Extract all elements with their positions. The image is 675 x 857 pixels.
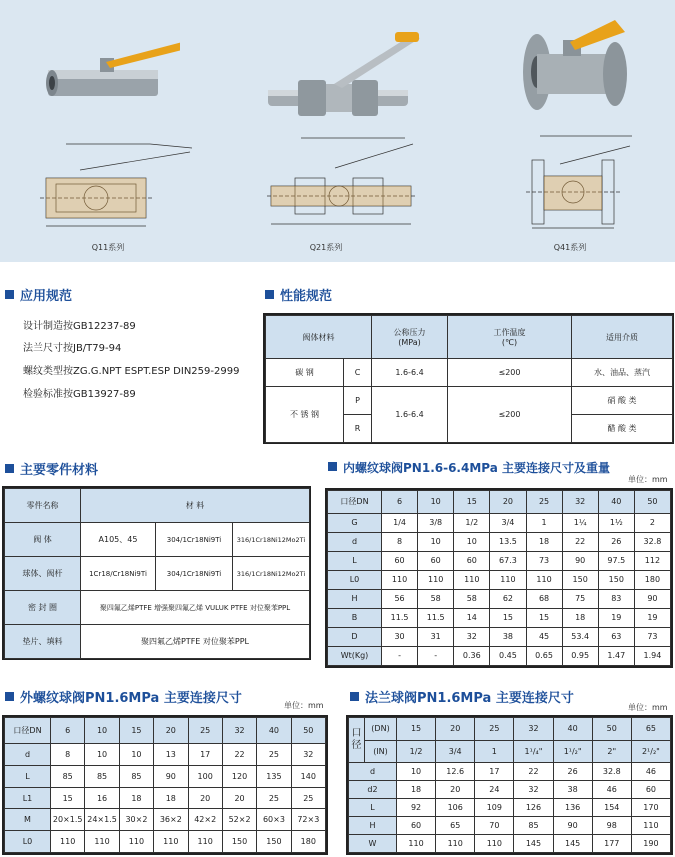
external-cell: 150 <box>222 831 256 853</box>
internal-row-label: L0 <box>328 570 382 589</box>
external-row-label: L0 <box>5 831 51 853</box>
perf-code: R <box>344 415 372 443</box>
perf-material: 不 锈 钢 <box>266 387 344 443</box>
internal-cell: 75 <box>562 589 598 608</box>
internal-cell: 110 <box>382 570 418 589</box>
flange-cell: 38 <box>553 781 592 799</box>
internal-cell: 0.36 <box>454 646 490 665</box>
external-cell: 150 <box>257 831 291 853</box>
internal-cell: 32.8 <box>634 532 670 551</box>
flange-cell: 20 <box>436 781 475 799</box>
internal-cell: 90 <box>562 551 598 570</box>
mat-cell: A105、45 <box>81 523 156 557</box>
flange-cell: 170 <box>631 799 670 817</box>
external-cell: 20 <box>222 787 256 809</box>
flange-cell: 145 <box>553 835 592 853</box>
flange-cell: 145 <box>514 835 553 853</box>
q21-caption: Q21系列 <box>309 243 343 252</box>
internal-cell: 90 <box>634 589 670 608</box>
internal-cell: 1¼ <box>562 513 598 532</box>
internal-cell: 8 <box>382 532 418 551</box>
external-cell: 50 <box>291 718 325 744</box>
external-cell: 110 <box>154 831 188 853</box>
internal-row-label: D <box>328 627 382 646</box>
flange-row-label: d2 <box>349 781 397 799</box>
flange-unit: 单位：mm <box>628 703 668 712</box>
application-heading: 应用规范 <box>5 285 72 304</box>
internal-cell: 19 <box>634 608 670 627</box>
internal-cell: 63 <box>598 627 634 646</box>
perf-pressure: 1.6-6.4 <box>372 387 448 443</box>
internal-row-label: Wt(Kg) <box>328 646 382 665</box>
internal-row-label: G <box>328 513 382 532</box>
flange-cell: 15 <box>397 718 436 741</box>
internal-cell: 83 <box>598 589 634 608</box>
external-unit: 单位：mm <box>284 701 324 710</box>
internal-cell: 97.5 <box>598 551 634 570</box>
external-row-label: 口径DN <box>5 718 51 744</box>
external-cell: 18 <box>119 787 153 809</box>
perf-media: 水、油品、蒸汽 <box>572 359 673 387</box>
flange-cell: 3/4 <box>436 740 475 763</box>
external-row-label: d <box>5 744 51 766</box>
internal-cell: 62 <box>490 589 526 608</box>
external-cell: 135 <box>257 765 291 787</box>
internal-cell: 19 <box>598 608 634 627</box>
flange-cell: 10 <box>397 763 436 781</box>
flange-cell: 12.6 <box>436 763 475 781</box>
external-cell: 110 <box>188 831 222 853</box>
external-cell: 32 <box>291 744 325 766</box>
external-cell: 15 <box>51 787 85 809</box>
flange-cell: 177 <box>592 835 631 853</box>
external-cell: 20 <box>188 787 222 809</box>
flange-cell: 85 <box>514 817 553 835</box>
internal-cell: 3/8 <box>418 513 454 532</box>
external-cell: 36×2 <box>154 809 188 831</box>
flange-cell: 24 <box>475 781 514 799</box>
internal-cell: 13.5 <box>490 532 526 551</box>
flange-cell: 70 <box>475 817 514 835</box>
flange-cell: 1¹/₂" <box>553 740 592 763</box>
flange-cell: 17 <box>475 763 514 781</box>
q11-caption: Q11系列 <box>91 243 125 252</box>
internal-cell: 60 <box>382 551 418 570</box>
perf-header-material: 阀体材料 <box>266 316 372 359</box>
external-cell: 85 <box>119 765 153 787</box>
internal-cell: 6 <box>382 491 418 514</box>
internal-cell: 1/2 <box>454 513 490 532</box>
perf-pressure: 1.6-6.4 <box>372 359 448 387</box>
flange-cell: 110 <box>397 835 436 853</box>
internal-cell: 32 <box>454 627 490 646</box>
internal-cell: 110 <box>526 570 562 589</box>
internal-cell: 11.5 <box>418 608 454 627</box>
external-cell: 180 <box>291 831 325 853</box>
external-cell: 24×1.5 <box>85 809 119 831</box>
flange-cell: 26 <box>553 763 592 781</box>
internal-cell: 40 <box>598 491 634 514</box>
internal-cell: - <box>418 646 454 665</box>
internal-cell: 1/4 <box>382 513 418 532</box>
flange-cell: 32 <box>514 718 553 741</box>
mat-part: 球体、阀杆 <box>5 557 81 591</box>
q21-valve-photo <box>260 28 420 123</box>
internal-cell: 15 <box>454 491 490 514</box>
external-cell: 30×2 <box>119 809 153 831</box>
external-cell: 10 <box>85 744 119 766</box>
external-heading: 外螺纹球阀PN1.6MPa 主要连接尺寸 <box>5 687 242 706</box>
external-cell: 60×3 <box>257 809 291 831</box>
internal-row-label: H <box>328 589 382 608</box>
perf-code: P <box>344 387 372 415</box>
materials-table <box>4 488 310 659</box>
internal-cell: 110 <box>454 570 490 589</box>
external-cell: 42×2 <box>188 809 222 831</box>
mat-cell: 1Cr18/Cr18Ni9Ti <box>81 557 156 591</box>
q41-caption: Q41系列 <box>553 243 587 252</box>
internal-cell: 10 <box>418 532 454 551</box>
spec-line: 设计制造按GB12237-89 <box>23 321 136 332</box>
flange-heading: 法兰球阀PN1.6MPa 主要连接尺寸 <box>350 687 574 706</box>
spec-line: 检验标准按GB13927-89 <box>23 389 136 400</box>
internal-cell: 150 <box>562 570 598 589</box>
external-cell: 25 <box>257 744 291 766</box>
mat-part: 密 封 圈 <box>5 591 81 625</box>
flange-cell: 60 <box>397 817 436 835</box>
external-table <box>4 717 326 853</box>
perf-header-pressure: 公称压力 (MPa) <box>372 316 448 359</box>
flange-cell: 1/2 <box>397 740 436 763</box>
q41-valve-photo <box>515 14 645 114</box>
flange-cell: 65 <box>631 718 670 741</box>
internal-cell: 31 <box>418 627 454 646</box>
perf-code: C <box>344 359 372 387</box>
flange-cell: 110 <box>631 817 670 835</box>
internal-cell: 2 <box>634 513 670 532</box>
internal-cell: 1 <box>526 513 562 532</box>
mat-cell: 316/1Cr18Ni12Mo2Ti <box>233 557 310 591</box>
internal-cell: 0.65 <box>526 646 562 665</box>
external-row-label: M <box>5 809 51 831</box>
internal-cell: 73 <box>634 627 670 646</box>
internal-cell: 68 <box>526 589 562 608</box>
external-row-label: L <box>5 765 51 787</box>
flange-group-label: 口径 <box>349 718 365 763</box>
flange-cell: 2¹/₂" <box>631 740 670 763</box>
flange-row-label: H <box>349 817 397 835</box>
q21-section-drawing <box>265 128 420 238</box>
external-cell: 18 <box>154 787 188 809</box>
internal-cell: 0.45 <box>490 646 526 665</box>
external-cell: 22 <box>222 744 256 766</box>
internal-cell: 1.47 <box>598 646 634 665</box>
internal-cell: 0.95 <box>562 646 598 665</box>
internal-cell: 67.3 <box>490 551 526 570</box>
internal-cell: 32 <box>562 491 598 514</box>
perf-material: 碳 钢 <box>266 359 344 387</box>
internal-cell: 58 <box>418 589 454 608</box>
mat-cell: 聚四氟乙烯PTFE 增强聚四氟乙烯 VULUK PTFE 对位聚苯PPL <box>81 591 310 625</box>
internal-row-label: 口径DN <box>328 491 382 514</box>
flange-row-label: (IN) <box>365 740 397 763</box>
external-cell: 25 <box>188 718 222 744</box>
external-cell: 110 <box>85 831 119 853</box>
internal-cell: 150 <box>598 570 634 589</box>
flange-row-label: (DN) <box>365 718 397 741</box>
flange-cell: 22 <box>514 763 553 781</box>
spec-line: 螺纹类型按ZG.G.NPT ESPT.ESP DIN259-2999 <box>23 366 240 377</box>
external-row-label: L1 <box>5 787 51 809</box>
external-cell: 17 <box>188 744 222 766</box>
external-cell: 85 <box>51 765 85 787</box>
mat-cell: 304/1Cr18Ni9Ti <box>156 523 233 557</box>
external-cell: 20×1.5 <box>51 809 85 831</box>
internal-cell: 38 <box>490 627 526 646</box>
internal-cell: 11.5 <box>382 608 418 627</box>
internal-cell: 18 <box>526 532 562 551</box>
external-cell: 6 <box>51 718 85 744</box>
q11-section-drawing <box>20 130 200 235</box>
flange-table <box>348 717 671 853</box>
flange-cell: 46 <box>631 763 670 781</box>
flange-cell: 50 <box>592 718 631 741</box>
product-banner <box>0 0 675 262</box>
flange-cell: 32 <box>514 781 553 799</box>
performance-table <box>265 315 673 443</box>
internal-cell: 10 <box>418 491 454 514</box>
external-cell: 100 <box>188 765 222 787</box>
perf-media: 硝 酸 类 <box>572 387 673 415</box>
internal-cell: 53.4 <box>562 627 598 646</box>
mat-cell: 聚四氟乙烯PTFE 对位聚苯PPL <box>81 625 310 659</box>
perf-media: 醋 酸 类 <box>572 415 673 443</box>
internal-cell: 1½ <box>598 513 634 532</box>
external-cell: 40 <box>257 718 291 744</box>
internal-cell: 30 <box>382 627 418 646</box>
external-cell: 13 <box>154 744 188 766</box>
flange-cell: 40 <box>553 718 592 741</box>
internal-cell: 10 <box>454 532 490 551</box>
flange-row-label: W <box>349 835 397 853</box>
flange-cell: 110 <box>436 835 475 853</box>
mat-part: 阀 体 <box>5 523 81 557</box>
internal-cell: 180 <box>634 570 670 589</box>
external-cell: 120 <box>222 765 256 787</box>
internal-cell: 58 <box>454 589 490 608</box>
external-cell: 15 <box>119 718 153 744</box>
internal-cell: 26 <box>598 532 634 551</box>
internal-cell: 3/4 <box>490 513 526 532</box>
flange-cell: 106 <box>436 799 475 817</box>
perf-temp: ≤200 <box>448 387 572 443</box>
perf-header-media: 适用介质 <box>572 316 673 359</box>
external-cell: 32 <box>222 718 256 744</box>
external-cell: 140 <box>291 765 325 787</box>
flange-cell: 20 <box>436 718 475 741</box>
external-cell: 85 <box>85 765 119 787</box>
internal-cell: 60 <box>454 551 490 570</box>
internal-unit: 单位：mm <box>628 475 668 484</box>
flange-cell: 154 <box>592 799 631 817</box>
external-cell: 16 <box>85 787 119 809</box>
internal-cell: 56 <box>382 589 418 608</box>
flange-cell: 25 <box>475 718 514 741</box>
external-cell: 52×2 <box>222 809 256 831</box>
internal-cell: - <box>382 646 418 665</box>
mat-header-part: 零件名称 <box>5 489 81 523</box>
internal-cell: 14 <box>454 608 490 627</box>
flange-cell: 109 <box>475 799 514 817</box>
external-cell: 72×3 <box>291 809 325 831</box>
performance-heading: 性能规范 <box>265 285 332 304</box>
internal-cell: 22 <box>562 532 598 551</box>
internal-cell: 60 <box>418 551 454 570</box>
mat-part: 垫片、填料 <box>5 625 81 659</box>
external-cell: 110 <box>119 831 153 853</box>
q11-valve-photo <box>40 28 180 108</box>
external-cell: 10 <box>85 718 119 744</box>
internal-cell: 112 <box>634 551 670 570</box>
internal-cell: 20 <box>490 491 526 514</box>
mat-cell: 304/1Cr18Ni9Ti <box>156 557 233 591</box>
external-cell: 110 <box>51 831 85 853</box>
external-cell: 20 <box>154 718 188 744</box>
flange-cell: 1¹/₄" <box>514 740 553 763</box>
internal-cell: 15 <box>490 608 526 627</box>
flange-cell: 65 <box>436 817 475 835</box>
internal-table <box>327 490 671 666</box>
perf-header-temp: 工作温度 (℃) <box>448 316 572 359</box>
mat-cell: 316/1Cr18Ni12Mo2Ti <box>233 523 310 557</box>
flange-cell: 2" <box>592 740 631 763</box>
internal-cell: 45 <box>526 627 562 646</box>
external-cell: 25 <box>291 787 325 809</box>
flange-cell: 90 <box>553 817 592 835</box>
internal-row-label: d <box>328 532 382 551</box>
external-cell: 25 <box>257 787 291 809</box>
internal-cell: 25 <box>526 491 562 514</box>
flange-cell: 190 <box>631 835 670 853</box>
flange-cell: 1 <box>475 740 514 763</box>
spec-line: 法兰尺寸按JB/T79-94 <box>23 343 122 354</box>
flange-row-label: L <box>349 799 397 817</box>
internal-cell: 110 <box>418 570 454 589</box>
perf-temp: ≤200 <box>448 359 572 387</box>
mat-header-material: 材 料 <box>81 489 310 523</box>
internal-cell: 110 <box>490 570 526 589</box>
flange-row-label: d <box>349 763 397 781</box>
internal-cell: 50 <box>634 491 670 514</box>
flange-cell: 126 <box>514 799 553 817</box>
flange-cell: 110 <box>475 835 514 853</box>
flange-cell: 136 <box>553 799 592 817</box>
internal-heading: 内螺纹球阀PN1.6-6.4MPa 主要连接尺寸及重量 <box>328 459 610 476</box>
internal-row-label: L <box>328 551 382 570</box>
internal-cell: 15 <box>526 608 562 627</box>
flange-cell: 92 <box>397 799 436 817</box>
internal-cell: 73 <box>526 551 562 570</box>
external-cell: 90 <box>154 765 188 787</box>
flange-cell: 46 <box>592 781 631 799</box>
flange-cell: 18 <box>397 781 436 799</box>
internal-cell: 1.94 <box>634 646 670 665</box>
external-cell: 10 <box>119 744 153 766</box>
internal-cell: 18 <box>562 608 598 627</box>
external-cell: 8 <box>51 744 85 766</box>
flange-cell: 98 <box>592 817 631 835</box>
q41-section-drawing <box>520 128 640 233</box>
materials-heading: 主要零件材料 <box>5 459 98 478</box>
flange-cell: 60 <box>631 781 670 799</box>
flange-cell: 32.8 <box>592 763 631 781</box>
internal-row-label: B <box>328 608 382 627</box>
